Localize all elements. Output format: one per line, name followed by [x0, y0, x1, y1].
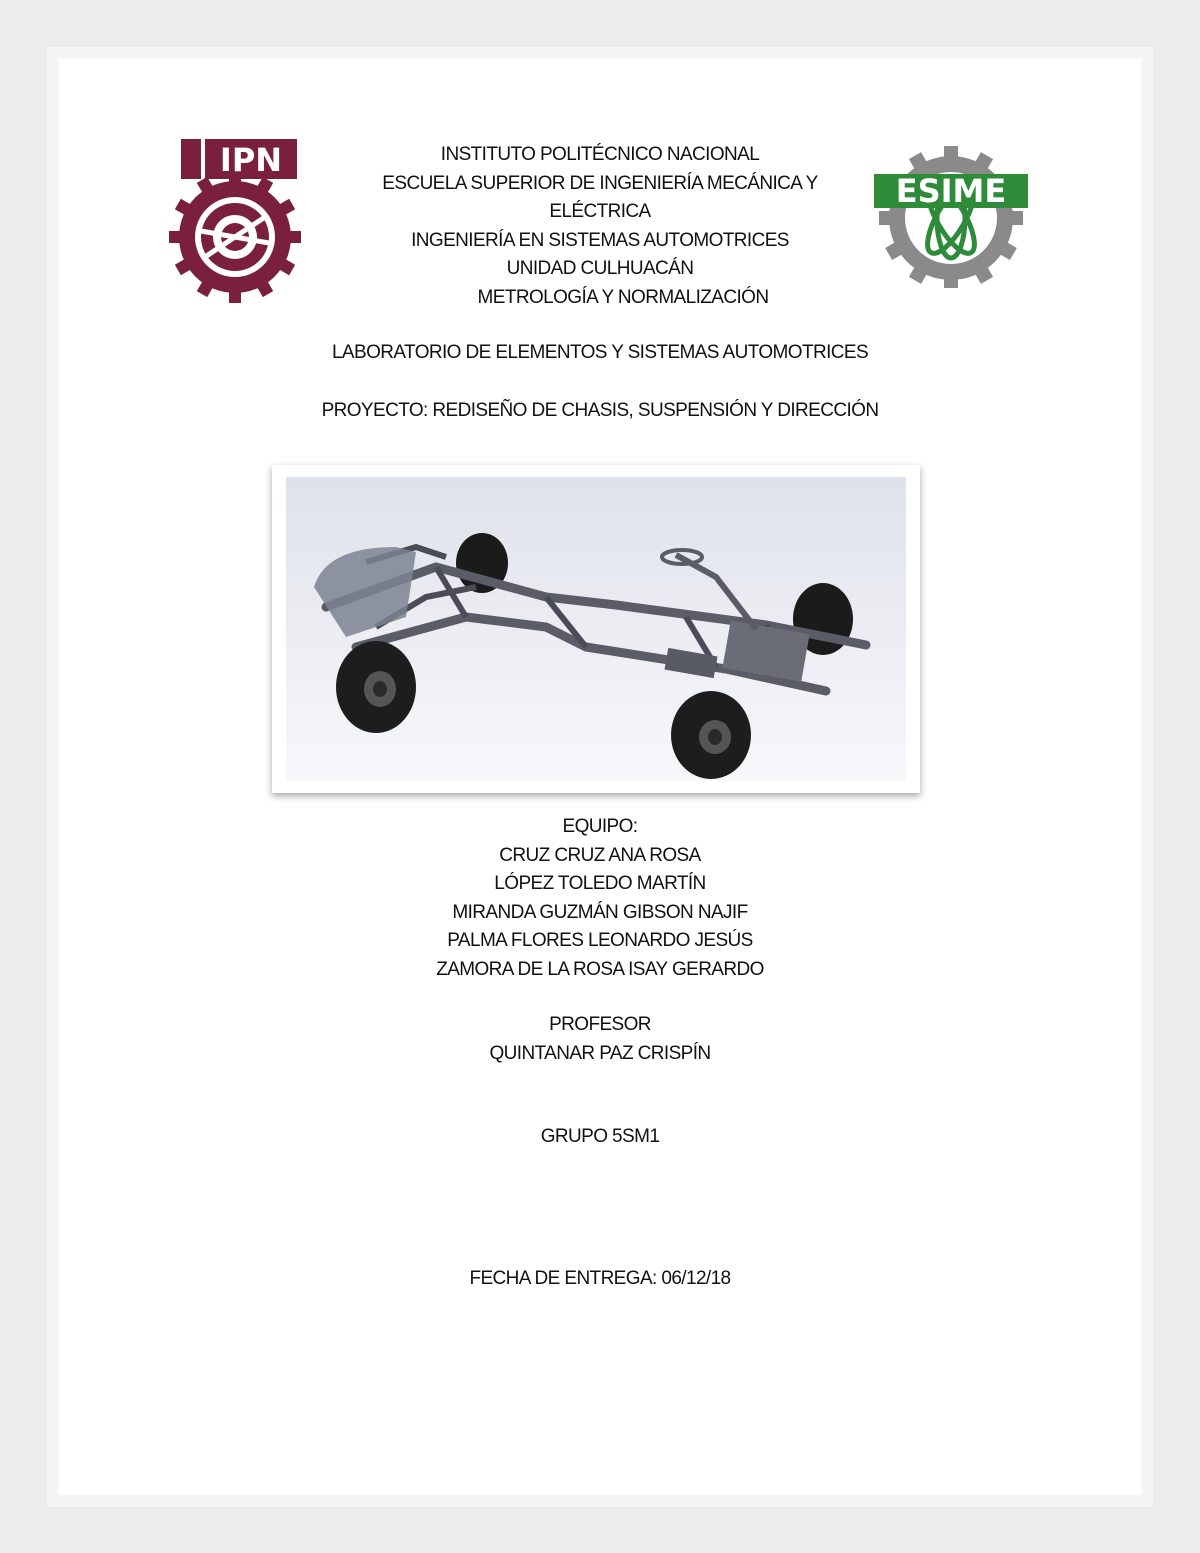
unit-name: UNIDAD CULHUACÁN [506, 258, 694, 279]
ipn-logo [165, 137, 305, 307]
team-member: LÓPEZ TOLEDO MARTÍN [494, 873, 706, 894]
professor-block [300, 1011, 900, 1068]
school-name-line2: ELÉCTRICA [549, 201, 651, 222]
team-member: CRUZ CRUZ ANA ROSA [499, 844, 701, 866]
ipn-logo-text: IPN [219, 141, 283, 179]
program-name: INGENIERÍA EN SISTEMAS AUTOMOTRICES [411, 229, 789, 251]
team-member: PALMA FLORES LEONARDO JESÚS [447, 930, 753, 951]
team-block [300, 813, 900, 984]
project-title: PROYECTO: REDISEÑO DE CHASIS, SUSPENSIÓN Y DIRECCIÓN [321, 400, 879, 421]
chassis-render-image [272, 465, 920, 793]
team-member: ZAMORA DE LA ROSA ISAY GERARDO [436, 958, 764, 980]
subject-name: METROLOGÍA Y NORMALIZACIÓN [477, 286, 769, 308]
institute-name: INSTITUTO POLITÉCNICO NACIONAL [440, 144, 760, 165]
esime-logo-text: ESIME [895, 172, 1007, 210]
lab-title: LABORATORIO DE ELEMENTOS Y SISTEMAS AUTOMOTRICES [331, 342, 869, 363]
delivery-date: FECHA DE ENTREGA: 06/12/18 [469, 1268, 731, 1289]
group-label: GRUPO 5SM1 [540, 1126, 660, 1147]
esime-logo [872, 146, 1030, 288]
team-label: EQUIPO: [562, 816, 638, 837]
team-member: MIRANDA GUZMÁN GIBSON NAJIF [452, 901, 748, 923]
school-name-line1: ESCUELA SUPERIOR DE INGENIERÍA MECÁNICA Y [382, 172, 818, 194]
header-block [330, 141, 870, 312]
professor-label: PROFESOR [549, 1014, 651, 1035]
professor-name: QUINTANAR PAZ CRISPÍN [489, 1042, 711, 1064]
